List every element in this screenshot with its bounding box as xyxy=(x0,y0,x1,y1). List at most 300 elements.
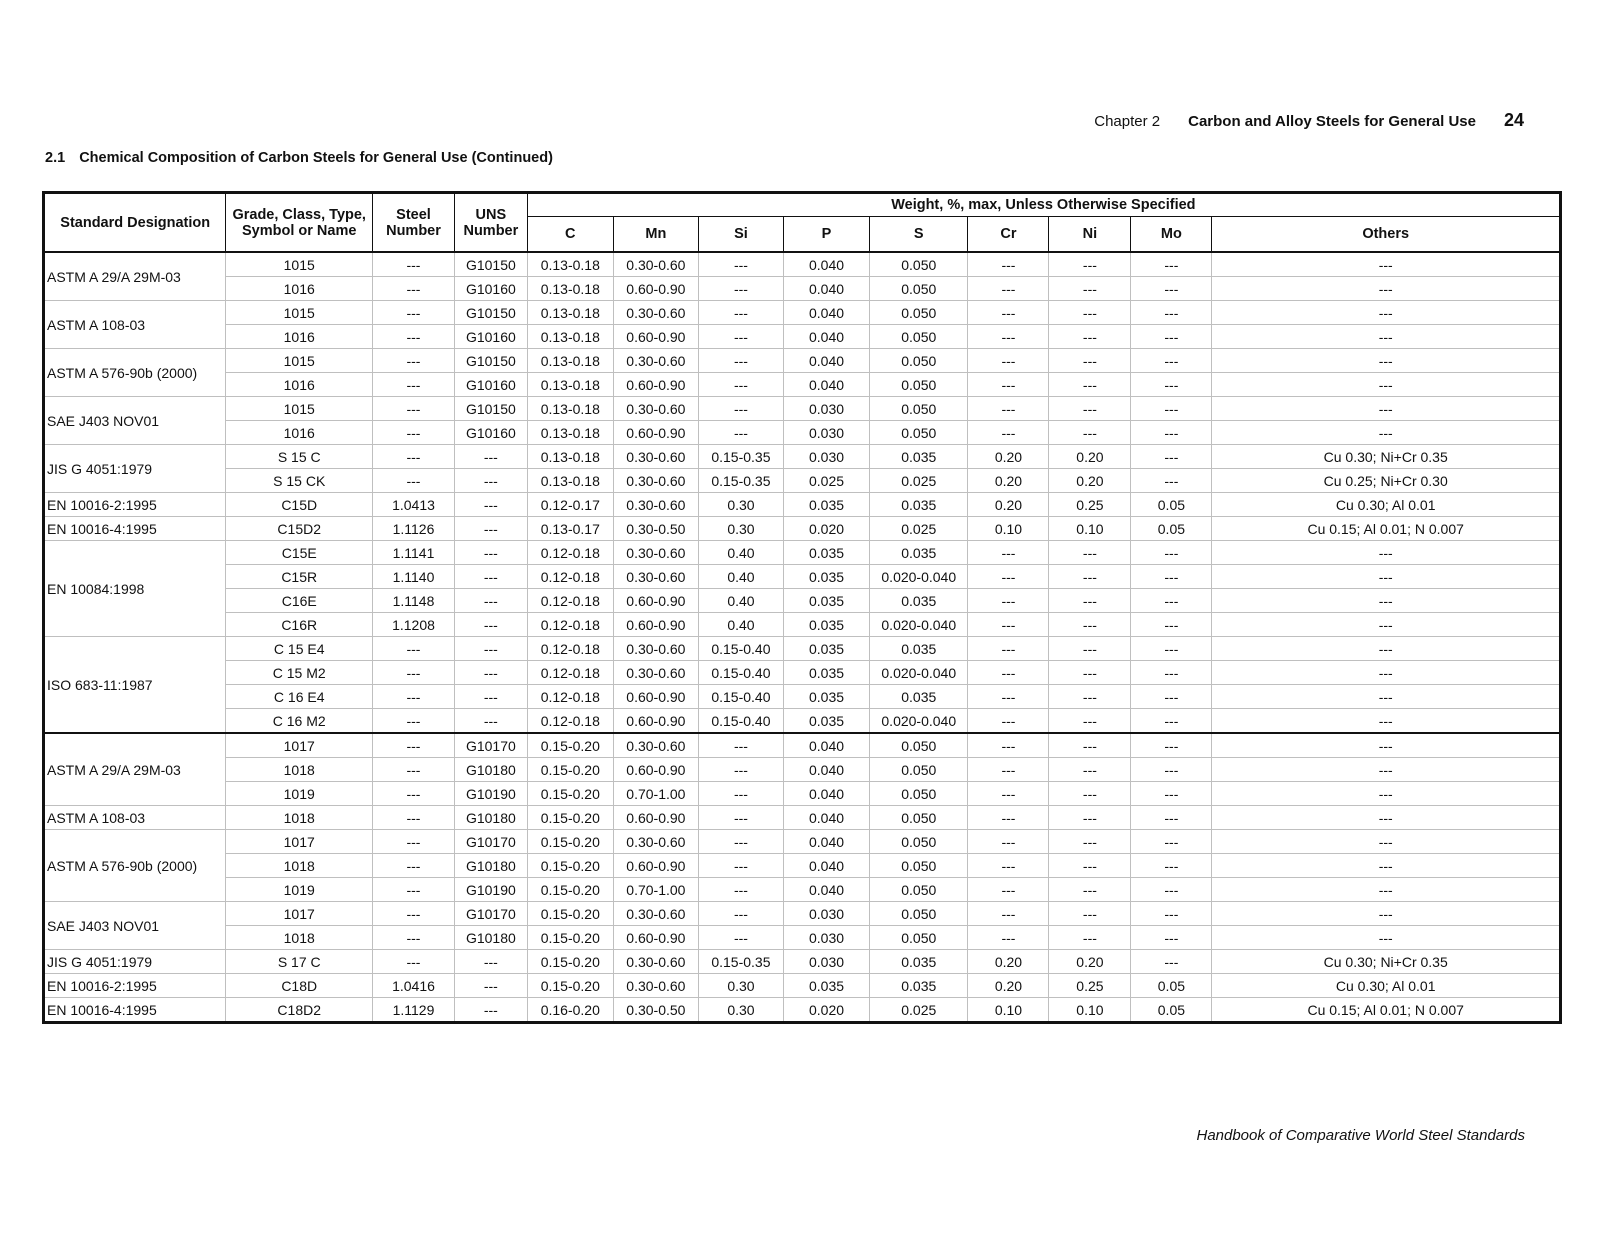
cell-si: --- xyxy=(698,421,783,445)
cell-mo: --- xyxy=(1131,758,1212,782)
cell-grade: 1015 xyxy=(226,301,373,325)
cell-mo: --- xyxy=(1131,878,1212,902)
cell-mn: 0.30-0.60 xyxy=(613,733,698,758)
cell-steel-number: --- xyxy=(373,950,455,974)
cell-mn: 0.60-0.90 xyxy=(613,709,698,734)
cell-mn: 0.60-0.90 xyxy=(613,806,698,830)
cell-mo: --- xyxy=(1131,613,1212,637)
cell-others: Cu 0.30; Al 0.01 xyxy=(1212,493,1561,517)
cell-grade: 1018 xyxy=(226,926,373,950)
cell-ni: 0.25 xyxy=(1049,493,1131,517)
cell-ni: --- xyxy=(1049,854,1131,878)
cell-si: 0.30 xyxy=(698,517,783,541)
cell-ni: --- xyxy=(1049,685,1131,709)
cell-si: 0.15-0.35 xyxy=(698,469,783,493)
cell-uns-number: G10170 xyxy=(454,902,527,926)
table-number: 2.1 xyxy=(45,150,66,166)
cell-cr: --- xyxy=(968,830,1049,854)
cell-s: 0.035 xyxy=(870,541,968,565)
cell-ni: --- xyxy=(1049,589,1131,613)
cell-s: 0.050 xyxy=(870,830,968,854)
standard-designation: EN 10016-4:1995 xyxy=(44,517,226,541)
cell-c: 0.12-0.17 xyxy=(527,493,613,517)
cell-steel-number: 1.1129 xyxy=(373,998,455,1023)
cell-si: 0.30 xyxy=(698,974,783,998)
cell-uns-number: --- xyxy=(454,950,527,974)
cell-cr: --- xyxy=(968,373,1049,397)
cell-si: --- xyxy=(698,373,783,397)
cell-uns-number: --- xyxy=(454,998,527,1023)
cell-cr: --- xyxy=(968,758,1049,782)
cell-mo: --- xyxy=(1131,565,1212,589)
cell-p: 0.030 xyxy=(783,926,869,950)
cell-mo: --- xyxy=(1131,637,1212,661)
table-row xyxy=(44,589,1561,613)
cell-uns-number: --- xyxy=(454,589,527,613)
cell-mn: 0.70-1.00 xyxy=(613,782,698,806)
cell-uns-number: G10190 xyxy=(454,782,527,806)
cell-grade: 1018 xyxy=(226,854,373,878)
standard-designation: JIS G 4051:1979 xyxy=(44,950,226,974)
cell-mo: --- xyxy=(1131,685,1212,709)
cell-others: --- xyxy=(1212,806,1561,830)
cell-si: --- xyxy=(698,806,783,830)
table-row xyxy=(44,782,1561,806)
cell-mn: 0.60-0.90 xyxy=(613,758,698,782)
cell-uns-number: --- xyxy=(454,661,527,685)
cell-steel-number: --- xyxy=(373,758,455,782)
header-element-ni: Ni xyxy=(1049,217,1131,253)
header-steel-number: Steel Number xyxy=(373,193,455,253)
cell-grade: C 16 E4 xyxy=(226,685,373,709)
cell-ni: --- xyxy=(1049,878,1131,902)
cell-ni: --- xyxy=(1049,902,1131,926)
cell-cr: --- xyxy=(968,397,1049,421)
cell-others: --- xyxy=(1212,397,1561,421)
cell-s: 0.020-0.040 xyxy=(870,565,968,589)
cell-uns-number: --- xyxy=(454,517,527,541)
cell-p: 0.030 xyxy=(783,397,869,421)
cell-c: 0.12-0.18 xyxy=(527,565,613,589)
cell-others: --- xyxy=(1212,277,1561,301)
cell-steel-number: 1.1208 xyxy=(373,613,455,637)
standard-designation: ASTM A 576-90b (2000) xyxy=(44,349,226,397)
cell-ni: --- xyxy=(1049,565,1131,589)
cell-p: 0.020 xyxy=(783,998,869,1023)
cell-steel-number: --- xyxy=(373,806,455,830)
cell-mo: --- xyxy=(1131,421,1212,445)
cell-ni: 0.25 xyxy=(1049,974,1131,998)
cell-si: --- xyxy=(698,926,783,950)
table-row xyxy=(44,950,1561,974)
cell-uns-number: G10160 xyxy=(454,277,527,301)
cell-mo: --- xyxy=(1131,902,1212,926)
cell-mn: 0.30-0.60 xyxy=(613,252,698,277)
standard-designation: ASTM A 108-03 xyxy=(44,806,226,830)
cell-ni: --- xyxy=(1049,830,1131,854)
cell-others: --- xyxy=(1212,758,1561,782)
standard-designation: JIS G 4051:1979 xyxy=(44,445,226,493)
cell-mn: 0.30-0.60 xyxy=(613,565,698,589)
cell-p: 0.040 xyxy=(783,301,869,325)
cell-c: 0.15-0.20 xyxy=(527,733,613,758)
cell-grade: S 15 C xyxy=(226,445,373,469)
standard-designation: EN 10084:1998 xyxy=(44,541,226,637)
cell-steel-number: --- xyxy=(373,445,455,469)
header-element-mo: Mo xyxy=(1131,217,1212,253)
cell-ni: --- xyxy=(1049,541,1131,565)
cell-grade: S 17 C xyxy=(226,950,373,974)
cell-ni: --- xyxy=(1049,613,1131,637)
cell-cr: --- xyxy=(968,637,1049,661)
cell-others: --- xyxy=(1212,878,1561,902)
cell-grade: 1017 xyxy=(226,733,373,758)
table-row xyxy=(44,277,1561,301)
cell-p: 0.035 xyxy=(783,661,869,685)
cell-cr: --- xyxy=(968,589,1049,613)
header-element-p: P xyxy=(783,217,869,253)
cell-uns-number: --- xyxy=(454,974,527,998)
table-row xyxy=(44,517,1561,541)
cell-s: 0.050 xyxy=(870,854,968,878)
cell-mo: --- xyxy=(1131,252,1212,277)
table-row xyxy=(44,733,1561,758)
table-row xyxy=(44,469,1561,493)
cell-mn: 0.60-0.90 xyxy=(613,685,698,709)
cell-ni: 0.10 xyxy=(1049,998,1131,1023)
cell-grade: C 15 E4 xyxy=(226,637,373,661)
cell-ni: 0.20 xyxy=(1049,469,1131,493)
cell-steel-number: 1.1140 xyxy=(373,565,455,589)
cell-mo: --- xyxy=(1131,349,1212,373)
cell-uns-number: --- xyxy=(454,709,527,734)
cell-p: 0.040 xyxy=(783,277,869,301)
cell-mn: 0.30-0.60 xyxy=(613,301,698,325)
cell-uns-number: G10170 xyxy=(454,733,527,758)
cell-si: --- xyxy=(698,782,783,806)
cell-cr: --- xyxy=(968,301,1049,325)
cell-mn: 0.60-0.90 xyxy=(613,926,698,950)
standard-designation: ISO 683-11:1987 xyxy=(44,637,226,734)
cell-si: 0.15-0.40 xyxy=(698,661,783,685)
cell-ni: --- xyxy=(1049,252,1131,277)
cell-ni: --- xyxy=(1049,661,1131,685)
cell-steel-number: 1.0416 xyxy=(373,974,455,998)
cell-p: 0.040 xyxy=(783,878,869,902)
cell-s: 0.025 xyxy=(870,998,968,1023)
header-element-c: C xyxy=(527,217,613,253)
cell-mn: 0.60-0.90 xyxy=(613,613,698,637)
cell-mo: --- xyxy=(1131,589,1212,613)
cell-p: 0.040 xyxy=(783,733,869,758)
cell-mo: --- xyxy=(1131,926,1212,950)
cell-p: 0.035 xyxy=(783,685,869,709)
standard-designation: ASTM A 576-90b (2000) xyxy=(44,830,226,902)
cell-si: 0.15-0.40 xyxy=(698,709,783,734)
cell-steel-number: --- xyxy=(373,878,455,902)
cell-s: 0.025 xyxy=(870,517,968,541)
cell-ni: 0.20 xyxy=(1049,950,1131,974)
cell-mo: --- xyxy=(1131,373,1212,397)
cell-steel-number: --- xyxy=(373,421,455,445)
cell-si: --- xyxy=(698,252,783,277)
cell-steel-number: --- xyxy=(373,685,455,709)
cell-ni: --- xyxy=(1049,806,1131,830)
table-row xyxy=(44,301,1561,325)
cell-mn: 0.70-1.00 xyxy=(613,878,698,902)
standard-designation: ASTM A 29/A 29M-03 xyxy=(44,252,226,301)
cell-c: 0.13-0.18 xyxy=(527,373,613,397)
cell-mn: 0.30-0.50 xyxy=(613,998,698,1023)
cell-p: 0.035 xyxy=(783,613,869,637)
cell-uns-number: G10190 xyxy=(454,878,527,902)
cell-s: 0.020-0.040 xyxy=(870,613,968,637)
cell-si: --- xyxy=(698,878,783,902)
cell-others: Cu 0.30; Ni+Cr 0.35 xyxy=(1212,445,1561,469)
cell-p: 0.030 xyxy=(783,445,869,469)
cell-mo: --- xyxy=(1131,445,1212,469)
chapter-label: Chapter 2 xyxy=(1094,113,1161,130)
cell-others: --- xyxy=(1212,541,1561,565)
cell-s: 0.050 xyxy=(870,252,968,277)
cell-others: --- xyxy=(1212,902,1561,926)
cell-c: 0.13-0.18 xyxy=(527,252,613,277)
cell-c: 0.12-0.18 xyxy=(527,589,613,613)
cell-steel-number: --- xyxy=(373,637,455,661)
cell-s: 0.035 xyxy=(870,685,968,709)
cell-mn: 0.30-0.50 xyxy=(613,517,698,541)
page-number: 24 xyxy=(1503,110,1524,130)
cell-mo: 0.05 xyxy=(1131,998,1212,1023)
cell-s: 0.050 xyxy=(870,878,968,902)
cell-si: --- xyxy=(698,397,783,421)
cell-grade: S 15 CK xyxy=(226,469,373,493)
cell-uns-number: G10180 xyxy=(454,758,527,782)
cell-s: 0.050 xyxy=(870,782,968,806)
cell-others: Cu 0.25; Ni+Cr 0.30 xyxy=(1212,469,1561,493)
cell-si: 0.40 xyxy=(698,541,783,565)
cell-mo: --- xyxy=(1131,325,1212,349)
table-row xyxy=(44,685,1561,709)
cell-si: --- xyxy=(698,301,783,325)
table-caption xyxy=(45,150,553,166)
cell-mo: 0.05 xyxy=(1131,974,1212,998)
cell-ni: --- xyxy=(1049,637,1131,661)
cell-s: 0.020-0.040 xyxy=(870,661,968,685)
cell-si: --- xyxy=(698,349,783,373)
cell-cr: 0.20 xyxy=(968,493,1049,517)
cell-ni: --- xyxy=(1049,325,1131,349)
header-uns-number: UNS Number xyxy=(454,193,527,253)
cell-ni: 0.20 xyxy=(1049,445,1131,469)
standard-designation: ASTM A 29/A 29M-03 xyxy=(44,733,226,806)
cell-ni: --- xyxy=(1049,733,1131,758)
cell-ni: --- xyxy=(1049,373,1131,397)
cell-grade: C15D2 xyxy=(226,517,373,541)
cell-uns-number: --- xyxy=(454,493,527,517)
cell-others: --- xyxy=(1212,252,1561,277)
cell-p: 0.040 xyxy=(783,854,869,878)
cell-mo: --- xyxy=(1131,277,1212,301)
cell-steel-number: 1.1141 xyxy=(373,541,455,565)
cell-c: 0.13-0.18 xyxy=(527,349,613,373)
cell-steel-number: --- xyxy=(373,854,455,878)
cell-grade: C16R xyxy=(226,613,373,637)
cell-s: 0.050 xyxy=(870,806,968,830)
table-row xyxy=(44,445,1561,469)
cell-c: 0.13-0.18 xyxy=(527,397,613,421)
table-row xyxy=(44,349,1561,373)
cell-s: 0.050 xyxy=(870,926,968,950)
cell-c: 0.13-0.18 xyxy=(527,469,613,493)
cell-c: 0.15-0.20 xyxy=(527,878,613,902)
cell-p: 0.040 xyxy=(783,325,869,349)
cell-si: --- xyxy=(698,758,783,782)
cell-ni: 0.10 xyxy=(1049,517,1131,541)
cell-steel-number: --- xyxy=(373,397,455,421)
header-element-cr: Cr xyxy=(968,217,1049,253)
cell-c: 0.13-0.18 xyxy=(527,277,613,301)
cell-si: --- xyxy=(698,830,783,854)
table-row xyxy=(44,397,1561,421)
cell-mn: 0.30-0.60 xyxy=(613,661,698,685)
cell-steel-number: --- xyxy=(373,252,455,277)
cell-uns-number: --- xyxy=(454,637,527,661)
cell-p: 0.035 xyxy=(783,637,869,661)
cell-mo: --- xyxy=(1131,397,1212,421)
table-row xyxy=(44,974,1561,998)
table-row xyxy=(44,541,1561,565)
cell-si: --- xyxy=(698,733,783,758)
cell-si: 0.15-0.35 xyxy=(698,445,783,469)
cell-others: --- xyxy=(1212,661,1561,685)
cell-steel-number: 1.1126 xyxy=(373,517,455,541)
cell-uns-number: G10150 xyxy=(454,397,527,421)
cell-s: 0.035 xyxy=(870,589,968,613)
cell-c: 0.15-0.20 xyxy=(527,830,613,854)
cell-cr: --- xyxy=(968,854,1049,878)
cell-mo: --- xyxy=(1131,782,1212,806)
cell-p: 0.020 xyxy=(783,517,869,541)
cell-steel-number: --- xyxy=(373,902,455,926)
cell-c: 0.12-0.18 xyxy=(527,541,613,565)
cell-grade: C 15 M2 xyxy=(226,661,373,685)
cell-p: 0.040 xyxy=(783,806,869,830)
table-row xyxy=(44,373,1561,397)
cell-cr: --- xyxy=(968,661,1049,685)
footer-book-title: Handbook of Comparative World Steel Standards xyxy=(1196,1127,1525,1144)
table-row xyxy=(44,565,1561,589)
cell-uns-number: G10160 xyxy=(454,421,527,445)
cell-mo: --- xyxy=(1131,854,1212,878)
cell-c: 0.12-0.18 xyxy=(527,685,613,709)
cell-p: 0.040 xyxy=(783,830,869,854)
cell-cr: 0.20 xyxy=(968,469,1049,493)
header-standard: Standard Designation xyxy=(44,193,226,253)
header-element-s: S xyxy=(870,217,968,253)
cell-si: 0.30 xyxy=(698,493,783,517)
cell-c: 0.16-0.20 xyxy=(527,998,613,1023)
cell-grade: C15D xyxy=(226,493,373,517)
cell-grade: 1017 xyxy=(226,830,373,854)
cell-si: --- xyxy=(698,277,783,301)
cell-uns-number: G10150 xyxy=(454,349,527,373)
cell-ni: --- xyxy=(1049,709,1131,734)
cell-others: --- xyxy=(1212,733,1561,758)
cell-c: 0.13-0.18 xyxy=(527,301,613,325)
cell-uns-number: --- xyxy=(454,469,527,493)
cell-grade: 1016 xyxy=(226,325,373,349)
cell-grade: C15E xyxy=(226,541,373,565)
cell-s: 0.050 xyxy=(870,733,968,758)
table-row xyxy=(44,998,1561,1023)
cell-s: 0.050 xyxy=(870,758,968,782)
cell-uns-number: --- xyxy=(454,541,527,565)
cell-uns-number: G10180 xyxy=(454,854,527,878)
cell-mo: 0.05 xyxy=(1131,493,1212,517)
cell-c: 0.12-0.18 xyxy=(527,661,613,685)
cell-grade: C 16 M2 xyxy=(226,709,373,734)
cell-mo: 0.05 xyxy=(1131,517,1212,541)
cell-cr: 0.10 xyxy=(968,517,1049,541)
cell-cr: --- xyxy=(968,733,1049,758)
cell-steel-number: --- xyxy=(373,325,455,349)
cell-steel-number: --- xyxy=(373,469,455,493)
cell-c: 0.12-0.18 xyxy=(527,709,613,734)
table-row xyxy=(44,902,1561,926)
running-head xyxy=(1094,110,1524,131)
cell-grade: C18D2 xyxy=(226,998,373,1023)
cell-others: --- xyxy=(1212,589,1561,613)
cell-grade: C15R xyxy=(226,565,373,589)
cell-mn: 0.30-0.60 xyxy=(613,974,698,998)
cell-s: 0.050 xyxy=(870,902,968,926)
cell-mn: 0.30-0.60 xyxy=(613,493,698,517)
cell-s: 0.035 xyxy=(870,637,968,661)
cell-mo: --- xyxy=(1131,806,1212,830)
cell-si: --- xyxy=(698,325,783,349)
cell-s: 0.050 xyxy=(870,397,968,421)
cell-others: --- xyxy=(1212,421,1561,445)
cell-grade: 1015 xyxy=(226,397,373,421)
cell-others: --- xyxy=(1212,926,1561,950)
cell-mn: 0.30-0.60 xyxy=(613,397,698,421)
table-row xyxy=(44,854,1561,878)
cell-steel-number: 1.1148 xyxy=(373,589,455,613)
cell-mn: 0.60-0.90 xyxy=(613,854,698,878)
cell-cr: 0.20 xyxy=(968,950,1049,974)
cell-mo: --- xyxy=(1131,830,1212,854)
cell-c: 0.13-0.18 xyxy=(527,325,613,349)
cell-c: 0.12-0.18 xyxy=(527,613,613,637)
cell-others: --- xyxy=(1212,709,1561,734)
cell-cr: --- xyxy=(968,782,1049,806)
table-row xyxy=(44,758,1561,782)
cell-c: 0.13-0.18 xyxy=(527,445,613,469)
header-weight: Weight, %, max, Unless Otherwise Specified xyxy=(527,193,1560,217)
header-element-others: Others xyxy=(1212,217,1561,253)
cell-p: 0.025 xyxy=(783,469,869,493)
cell-grade: 1016 xyxy=(226,421,373,445)
table-row xyxy=(44,325,1561,349)
cell-ni: --- xyxy=(1049,397,1131,421)
cell-mn: 0.30-0.60 xyxy=(613,830,698,854)
cell-steel-number: --- xyxy=(373,733,455,758)
cell-mn: 0.30-0.60 xyxy=(613,445,698,469)
cell-cr: --- xyxy=(968,806,1049,830)
cell-s: 0.050 xyxy=(870,421,968,445)
cell-cr: --- xyxy=(968,252,1049,277)
